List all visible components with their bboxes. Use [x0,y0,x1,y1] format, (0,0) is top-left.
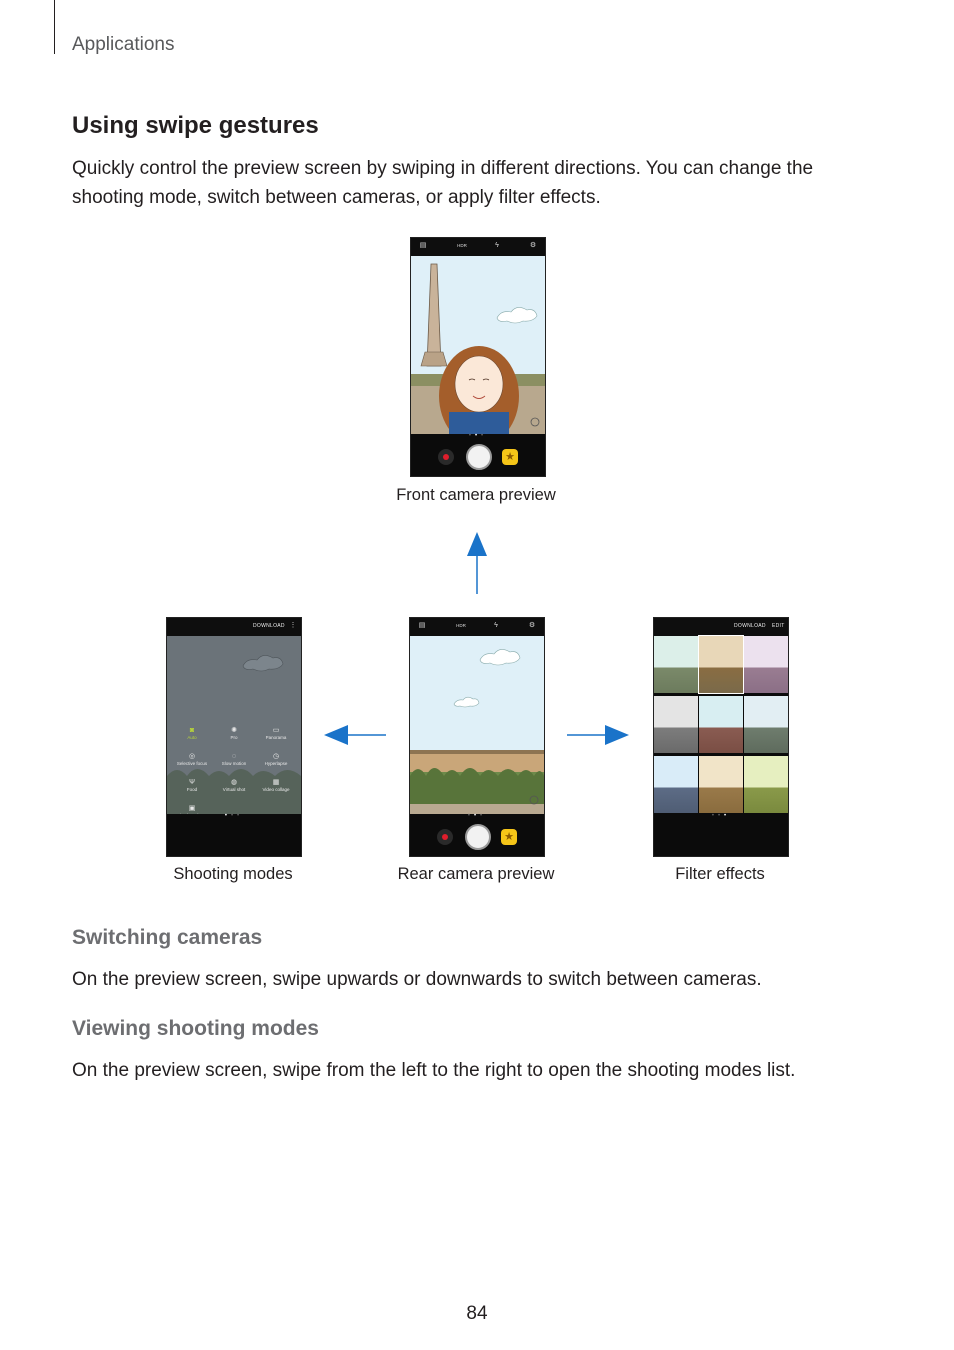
modes-top-bar [167,618,301,636]
mode-panorama[interactable]: ▭ Panorama [254,726,298,740]
shutter-button[interactable] [465,824,491,850]
slow-motion-icon: ◌ [231,753,237,760]
front-preview-image [411,256,545,434]
rear-camera-caption: Rear camera preview [397,865,555,883]
filter-grid [654,636,788,814]
swipe-up-arrow [462,530,492,596]
mode-hyperlapse[interactable]: ◷ Hyperlapse [254,752,298,766]
page-number: 84 [466,1303,488,1324]
mode-selective-focus[interactable]: ◎ Selective focus [170,752,214,766]
camera-top-bar [411,238,545,256]
shooting-modes-phone [166,617,302,857]
camera-icon: ◙ [189,727,195,734]
mode-pro[interactable]: ✺ Pro [212,726,256,740]
swipe-left-arrow [322,722,388,748]
effects-star-icon[interactable]: ★ [501,829,517,845]
mode-slow-motion[interactable]: ◌ Slow motion [212,752,256,766]
live-broadcast-icon: ▣ [188,805,196,812]
effects-star-icon[interactable]: ★ [502,449,518,465]
filters-bottom-bar [654,814,788,856]
mode-food[interactable]: Ψ Food [170,778,214,792]
download-link[interactable]: DOWNLOAD [734,623,766,629]
flash-off-icon: ϟ [494,622,498,629]
shooting-modes-caption: Shooting modes [173,865,293,883]
page-dots: ••• [468,433,488,439]
filter-effects-caption: Filter effects [675,865,765,883]
settings-gear-icon: ⚙ [529,242,537,249]
front-camera-phone [410,237,546,477]
video-collage-icon: ▦ [272,779,280,786]
food-icon: Ψ [189,779,195,786]
filters-top-bar [654,618,788,636]
flash-off-icon: ϟ [495,242,499,249]
modes-bottom-bar [167,814,301,856]
page-dots: ••• [224,813,244,819]
hdr-icon: HDR [456,623,466,628]
settings-gear-icon: ⚙ [528,622,536,629]
filter-tile[interactable] [654,636,698,693]
filter-tile[interactable] [744,696,788,753]
more-options-icon[interactable]: ⋮ [289,622,297,629]
page-dots: ••• [711,813,731,819]
mode-auto[interactable]: ◙ Auto [170,726,214,740]
page-title: Using swipe gestures [72,112,319,139]
edit-link[interactable]: EDIT [772,623,785,629]
intro-line-1: Quickly control the preview screen by swiping in different directions. You can change the [72,158,814,179]
camera-bottom-bar [410,814,544,856]
gallery-icon: ▤ [418,622,426,629]
record-button[interactable] [437,829,453,845]
switching-cameras-body: On the preview screen, swipe upwards or downwards to switch between cameras. [72,969,762,990]
page-dots: ••• [467,813,487,819]
filter-tile[interactable] [699,696,743,753]
filter-tile[interactable] [744,636,788,693]
record-button[interactable] [438,449,454,465]
filter-tile[interactable] [654,756,698,813]
modes-list [167,636,301,814]
filter-tile[interactable] [699,756,743,813]
swipe-right-arrow [565,722,631,748]
aperture-icon: ✺ [231,727,237,734]
front-camera-caption: Front camera preview [396,486,556,504]
filter-tile[interactable] [654,696,698,753]
camera-bottom-bar [411,434,545,476]
download-link[interactable]: DOWNLOAD [253,623,285,629]
filter-tile[interactable] [699,636,743,693]
header-rule [54,0,55,54]
mode-video-collage[interactable]: ▦ Video collage [254,778,298,792]
intro-line-2: shooting mode, switch between cameras, or apply filter effects. [72,187,601,208]
hyperlapse-icon: ◷ [272,753,280,760]
rear-camera-phone [409,617,545,857]
shutter-button[interactable] [466,444,492,470]
filter-tile[interactable] [744,756,788,813]
virtual-shot-icon: ◍ [230,779,238,786]
panorama-icon: ▭ [272,727,280,734]
viewing-modes-body: On the preview screen, swipe from the left to the right to open the shooting modes list. [72,1060,796,1081]
section-label: Applications [72,34,175,55]
rear-preview-image [410,636,544,814]
selective-focus-icon: ◎ [188,753,196,760]
switching-cameras-heading: Switching cameras [72,926,263,949]
mode-virtual-shot[interactable]: ◍ Virtual shot [212,778,256,792]
filter-effects-phone [653,617,789,857]
viewing-modes-heading: Viewing shooting modes [72,1017,319,1040]
camera-top-bar [410,618,544,636]
hdr-icon: HDR [457,243,467,248]
gallery-icon: ▤ [419,242,427,249]
